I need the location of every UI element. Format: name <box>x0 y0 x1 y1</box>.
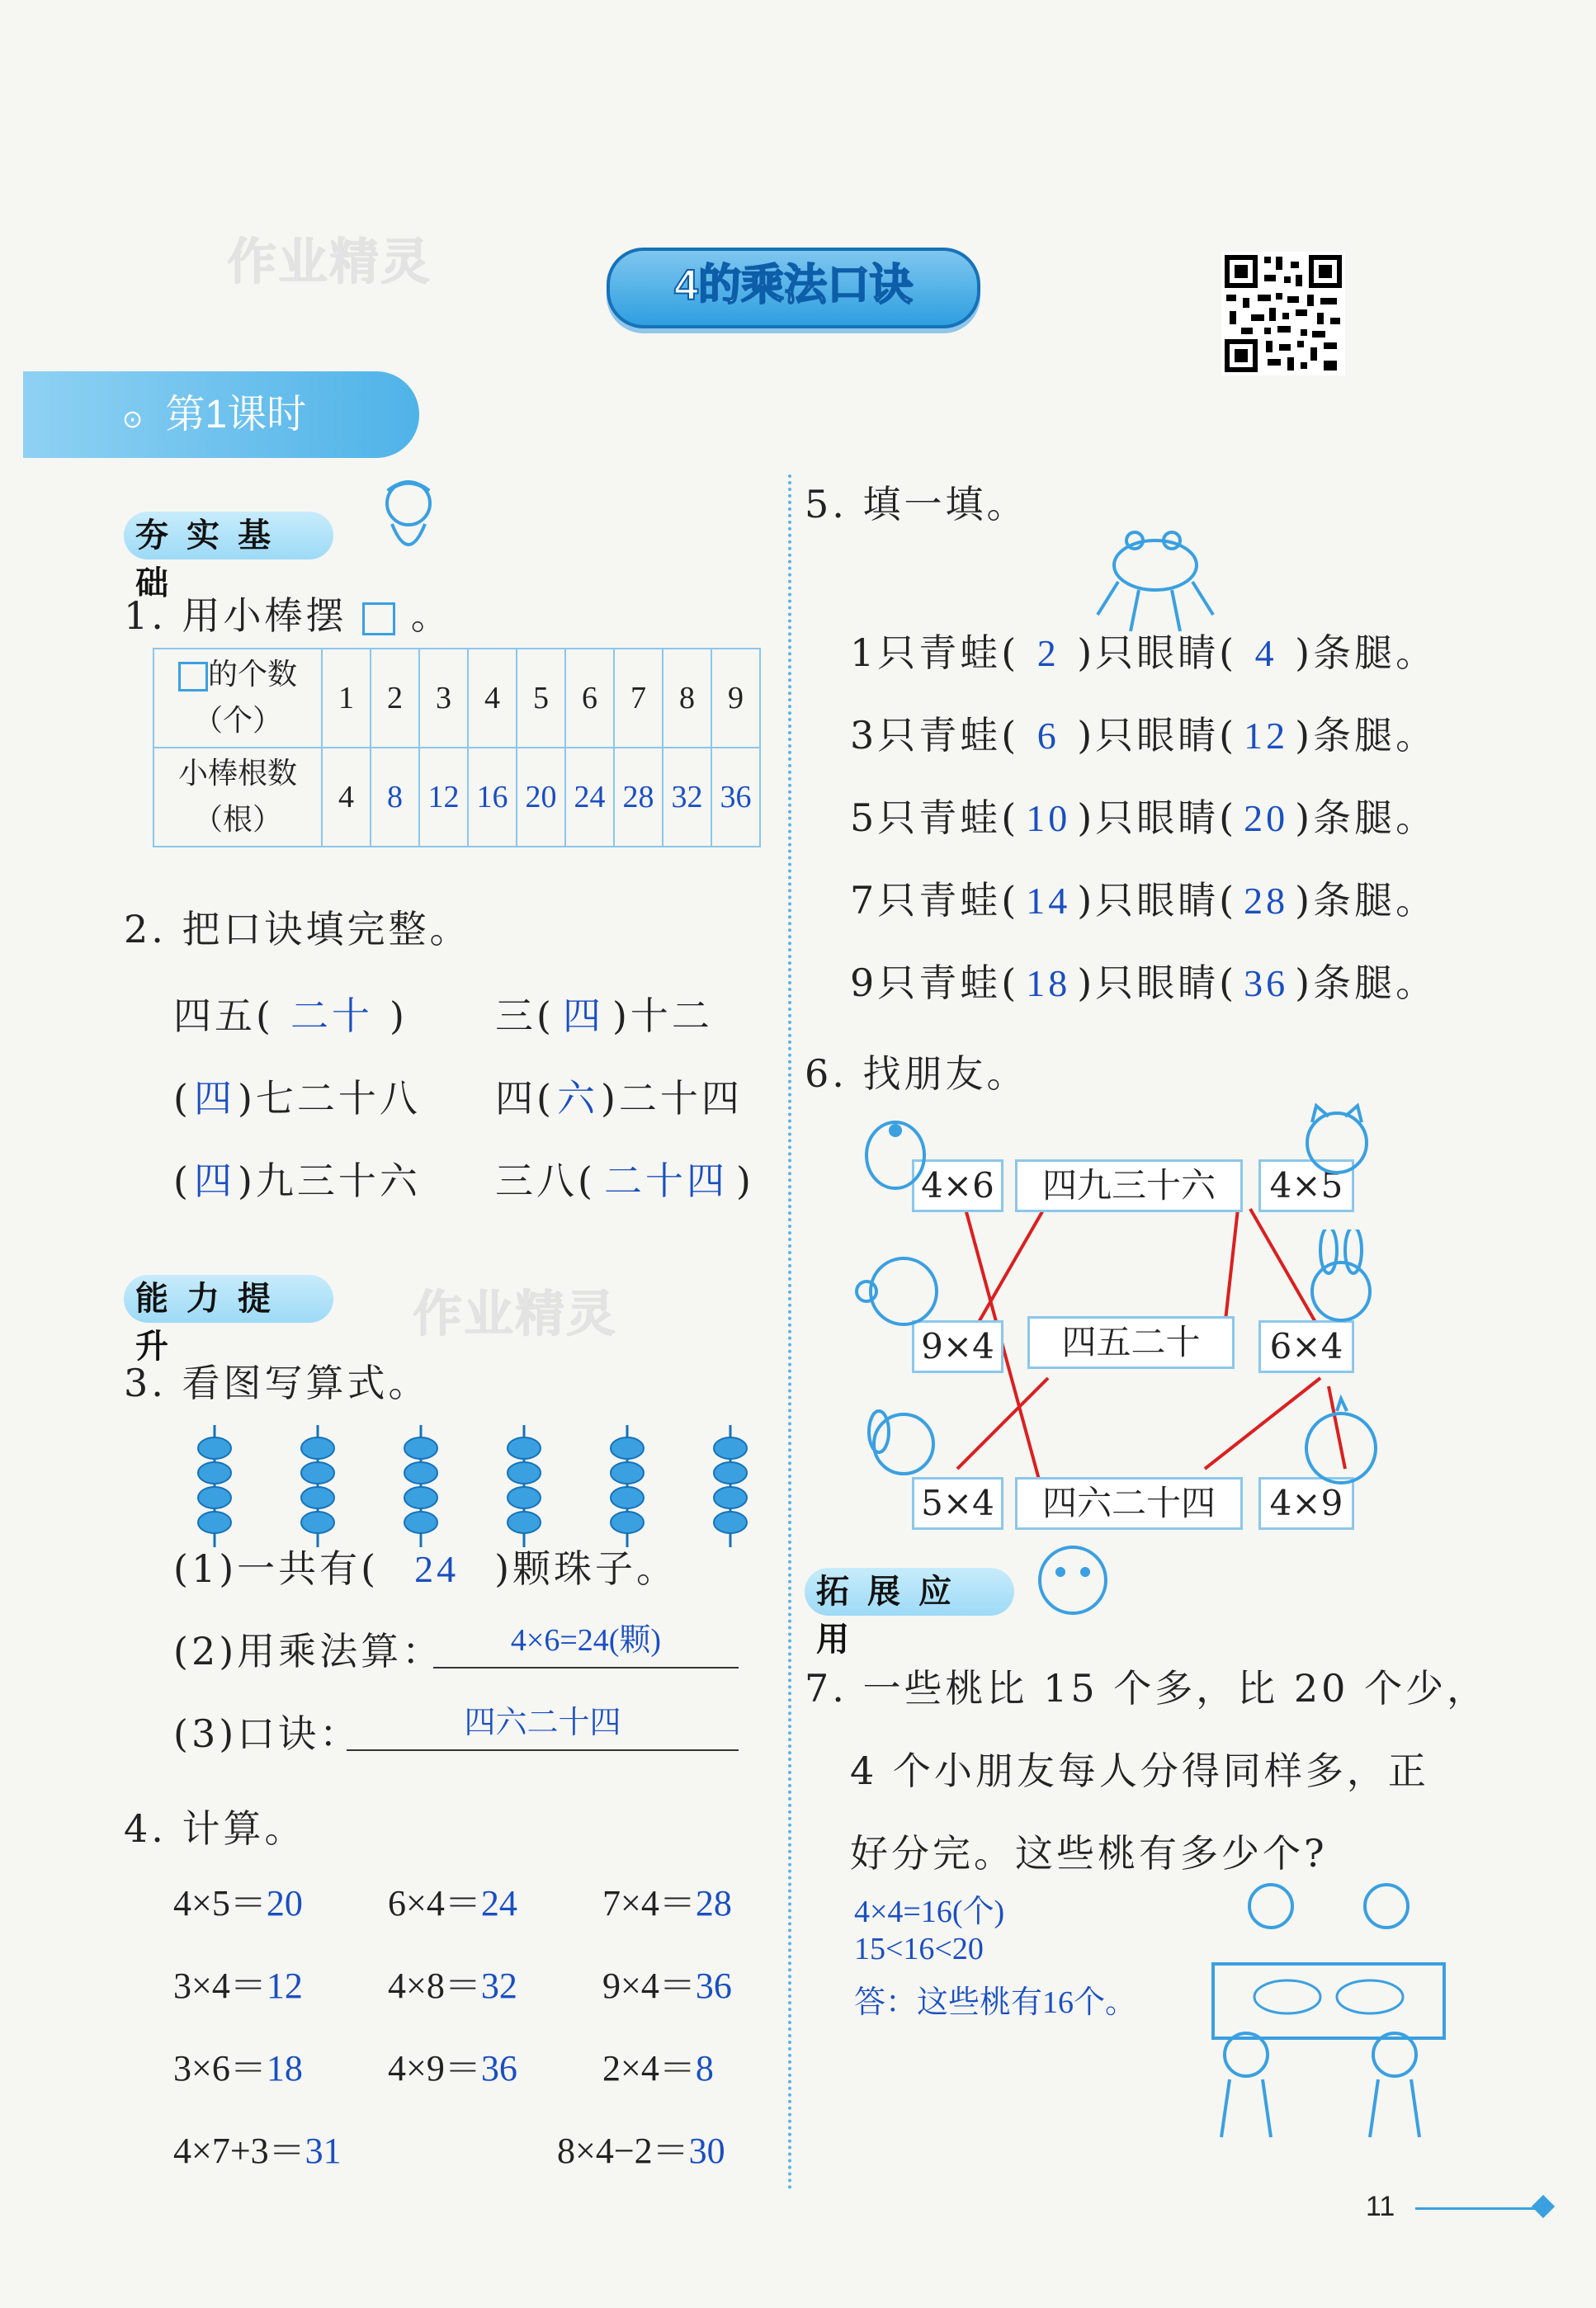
card-right-3[interactable]: 4×9 <box>1258 1477 1354 1530</box>
q7-line2: 4 个小朋友每人分得同样多，正 <box>850 1749 1429 1793</box>
bird-icon <box>858 1106 933 1196</box>
header-text: 的个数 <box>207 658 297 691</box>
rhyme-answer[interactable]: 二十 <box>290 995 373 1037</box>
count-cell: 7 <box>614 649 663 748</box>
sticks-answer-cell[interactable]: 24 <box>565 748 614 847</box>
square-icon <box>362 602 395 635</box>
watermark-top: 作业精灵 <box>227 234 432 290</box>
q1-label: 1. 用小棒摆 <box>124 593 347 638</box>
calc-item: 9×4＝36 <box>602 1966 732 2006</box>
count-cell: 5 <box>517 649 565 748</box>
match-line <box>957 1378 1048 1469</box>
calc-answer[interactable]: 32 <box>480 1966 517 2006</box>
bead <box>508 1437 541 1459</box>
eyes-answer[interactable]: 18 <box>1026 962 1071 1004</box>
bead <box>508 1487 541 1508</box>
lesson-label: 第1课时 <box>165 393 307 437</box>
tiger-icon <box>1023 1535 1131 1626</box>
count-cell: 3 <box>419 649 468 748</box>
rhyme-answer-line[interactable]: 四六二十四 <box>347 1700 739 1751</box>
section-basic: 夯实基础 <box>124 512 333 559</box>
rhyme-left-1: 四五( 二十 ) <box>173 986 408 1041</box>
row-header-count <box>153 649 322 748</box>
sticks-answer-cell[interactable]: 36 <box>711 748 760 847</box>
sticks-answer-cell[interactable]: 12 <box>419 748 468 847</box>
dog-icon <box>858 1395 941 1510</box>
header-text: 小棒根数 <box>177 757 297 791</box>
bead <box>198 1462 231 1484</box>
card-left-2[interactable]: 9×4 <box>912 1320 1003 1373</box>
sticks-cell: 4 <box>322 748 371 847</box>
card-right-2[interactable]: 6×4 <box>1258 1320 1354 1373</box>
bead <box>301 1487 334 1508</box>
bead <box>714 1462 747 1484</box>
calc-answer[interactable]: 30 <box>688 2131 725 2171</box>
count-cell: 8 <box>663 649 711 748</box>
q6-label: 6. 找朋友。 <box>805 1051 1028 1096</box>
calc-item: 2×4＝8 <box>602 2048 714 2089</box>
legs-answer[interactable]: 4 <box>1254 632 1277 674</box>
section-extend: 拓展应用 <box>805 1568 1014 1616</box>
card-right-1[interactable]: 4×5 <box>1258 1159 1354 1212</box>
bead <box>611 1487 644 1508</box>
sticks-answer-cell[interactable]: 28 <box>614 748 663 847</box>
qr-code-icon[interactable] <box>1221 252 1345 375</box>
rhyme-right-1: 三( 四 )十二 <box>495 986 713 1041</box>
calc-answer[interactable]: 28 <box>695 1883 732 1923</box>
count-cell: 2 <box>371 649 419 748</box>
sticks-answer-cell[interactable]: 16 <box>468 748 517 847</box>
q7-answer-3[interactable]: 答：这些桃有16个。 <box>854 1985 1137 2020</box>
multiplication-answer[interactable]: 4×6=24(颗) <box>433 1617 739 1668</box>
bead <box>198 1512 231 1533</box>
bead-count-answer[interactable]: 24 <box>414 1548 460 1590</box>
bead <box>198 1437 231 1459</box>
sticks-answer-cell[interactable]: 32 <box>663 748 711 847</box>
diamond-icon <box>1532 2195 1555 2218</box>
sticks-table <box>153 648 761 847</box>
square-icon <box>178 662 208 691</box>
frog-row: 9只青蛙( 18 )只眼睛( 36 )条腿。 <box>850 960 1438 1005</box>
footer-rule <box>1415 2207 1539 2210</box>
q3-part1: (1)一共有( 24 )颗珠子。 <box>173 1546 678 1591</box>
bead <box>508 1512 541 1533</box>
eyes-answer[interactable]: 6 <box>1036 715 1060 757</box>
count-cell: 1 <box>322 649 371 748</box>
calc-item: 3×6＝18 <box>173 2048 303 2089</box>
q3-part3: (3)口诀： <box>173 1711 361 1756</box>
card-mid-2[interactable]: 四五二十 <box>1027 1316 1235 1369</box>
q7-line3: 好分完。这些桃有多少个? <box>850 1831 1328 1876</box>
count-cell: 9 <box>711 649 760 748</box>
calc-answer[interactable]: 20 <box>266 1883 303 1923</box>
q3-part2: (2)用乘法算： <box>173 1629 444 1673</box>
rhyme-left-2: (四)七二十八 <box>173 1069 421 1123</box>
child-illustration-icon <box>363 474 454 565</box>
calc-item: 4×9＝36 <box>388 2048 517 2089</box>
bead <box>714 1487 747 1508</box>
rhyme-right-2: 四(六)二十四 <box>495 1069 743 1123</box>
sticks-answer-cell[interactable]: 20 <box>517 748 565 847</box>
calc-item: 4×8＝32 <box>388 1966 517 2006</box>
q2-label: 2. 把口诀填完整。 <box>124 907 471 951</box>
eyes-answer[interactable]: 14 <box>1026 880 1071 922</box>
section-ability: 能力提升 <box>124 1275 333 1323</box>
table-row <box>153 748 760 847</box>
bead <box>301 1462 334 1484</box>
bead <box>404 1437 437 1459</box>
frog-row: 3只青蛙( 6 )只眼睛( 12 )条腿。 <box>850 713 1438 758</box>
card-mid-1[interactable]: 四九三十六 <box>1015 1159 1243 1212</box>
calc-answer[interactable]: 36 <box>695 1966 732 2006</box>
rhyme-answer[interactable]: 二十四 <box>603 1160 728 1202</box>
q1-suffix: 。 <box>410 593 452 638</box>
bead <box>404 1487 437 1508</box>
bead <box>611 1437 644 1459</box>
match-line <box>1225 1209 1238 1320</box>
bead <box>404 1462 437 1484</box>
bead <box>611 1512 644 1533</box>
rhyme-answer[interactable]: 四 <box>193 1160 235 1202</box>
count-cell: 4 <box>468 649 517 748</box>
watermark-mid: 作业精灵 <box>413 1286 617 1342</box>
q1-prompt <box>124 586 452 640</box>
q7-line1: 7. 一些桃比 15 个多，比 20 个少， <box>805 1666 1489 1711</box>
calc-item: 8×4−2＝30 <box>557 2131 725 2171</box>
calc-item: 4×7+3＝31 <box>173 2131 342 2171</box>
card-left-3[interactable]: 5×4 <box>912 1477 1003 1530</box>
bead <box>198 1487 231 1508</box>
page-number: 11 <box>1366 2191 1395 2222</box>
bead <box>611 1462 644 1484</box>
card-left-1[interactable]: 4×6 <box>912 1159 1003 1212</box>
chicken-icon <box>1287 1395 1395 1502</box>
calc-answer[interactable]: 31 <box>305 2131 342 2171</box>
calc-item: 6×4＝24 <box>388 1883 517 1923</box>
bead <box>714 1512 747 1533</box>
rabbit-icon <box>1271 1230 1395 1329</box>
rhyme-answer[interactable]: 四 <box>562 995 604 1037</box>
q7-answer-2[interactable]: 15<16<20 <box>854 1932 984 1966</box>
calc-item: 4×5＝20 <box>173 1883 303 1923</box>
frog-row: 1只青蛙( 2 )只眼睛( 4 )条腿。 <box>850 630 1438 675</box>
calc-answer[interactable]: 36 <box>480 2048 517 2089</box>
legs-answer[interactable]: 28 <box>1244 880 1289 922</box>
row-header-sticks <box>153 748 322 847</box>
column-divider <box>788 474 791 2191</box>
bead <box>301 1437 334 1459</box>
calc-answer[interactable]: 8 <box>695 2048 714 2089</box>
bead <box>508 1462 541 1484</box>
q7-answer-1[interactable]: 4×4=16(个) <box>854 1895 1005 1929</box>
q5-label: 5. 填一填。 <box>805 482 1028 526</box>
monkey-icon <box>854 1246 945 1353</box>
bead <box>714 1437 747 1459</box>
sticks-answer-cell[interactable]: 8 <box>371 748 419 847</box>
q3-label: 3. 看图写算式。 <box>124 1361 430 1405</box>
rhyme-right-3: 三八( 二十四 ) <box>495 1151 754 1206</box>
q4-label: 4. 计算。 <box>124 1806 306 1851</box>
header-unit: （个） <box>192 704 282 738</box>
header-unit: （根） <box>192 803 282 837</box>
rhyme-left-3: (四)九三十六 <box>173 1151 421 1206</box>
calc-answer[interactable]: 12 <box>266 1966 303 2006</box>
legs-answer[interactable]: 12 <box>1244 715 1289 757</box>
children-table-illustration <box>1197 1873 1461 2145</box>
page-title: 4的乘法口诀 <box>607 248 980 328</box>
legs-answer[interactable]: 20 <box>1244 797 1289 839</box>
card-mid-3[interactable]: 四六二十四 <box>1015 1477 1243 1530</box>
eyes-answer[interactable]: 2 <box>1036 632 1060 674</box>
frog-icon <box>1089 516 1221 640</box>
rhyme-answer[interactable]: 四 <box>193 1078 235 1120</box>
calc-answer[interactable]: 18 <box>266 2048 303 2089</box>
cat-icon <box>1287 1102 1386 1192</box>
bead <box>301 1512 334 1533</box>
count-cell: 6 <box>565 649 614 748</box>
lesson-banner <box>23 371 419 458</box>
legs-answer[interactable]: 36 <box>1244 962 1289 1004</box>
frog-row: 5只青蛙( 10 )只眼睛( 20 )条腿。 <box>850 795 1438 840</box>
calc-item: 3×4＝12 <box>173 1966 303 2006</box>
target-icon: ⊙ <box>122 406 144 433</box>
calc-answer[interactable]: 24 <box>480 1883 517 1923</box>
frog-row: 7只青蛙( 14 )只眼睛( 28 )条腿。 <box>850 878 1438 923</box>
bead <box>404 1512 437 1533</box>
table-row <box>153 649 760 748</box>
rhyme-answer[interactable]: 六 <box>556 1078 598 1120</box>
eyes-answer[interactable]: 10 <box>1026 797 1071 839</box>
calc-item: 7×4＝28 <box>602 1883 732 1923</box>
